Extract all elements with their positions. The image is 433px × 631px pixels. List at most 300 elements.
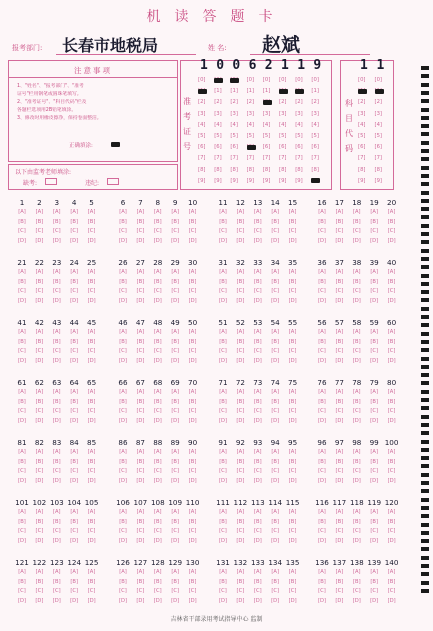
option-bubble[interactable]: [D]: [352, 297, 361, 304]
option-bubble[interactable]: [C]: [387, 408, 396, 414]
option-bubble[interactable]: [D]: [118, 597, 128, 604]
option-bubble[interactable]: [A]: [318, 449, 326, 455]
option-bubble[interactable]: [C]: [52, 528, 61, 534]
option-bubble[interactable]: [D]: [317, 297, 327, 304]
option-bubble[interactable]: [B]: [253, 458, 262, 465]
option-bubble[interactable]: [D]: [335, 357, 344, 364]
option-bubble[interactable]: [A]: [18, 329, 26, 335]
admission-bubble[interactable]: [8]: [295, 166, 303, 173]
option-bubble[interactable]: [C]: [70, 348, 79, 354]
option-bubble[interactable]: [C]: [271, 588, 280, 594]
option-bubble[interactable]: [C]: [370, 468, 379, 474]
option-bubble[interactable]: [C]: [387, 228, 396, 234]
option-bubble[interactable]: [B]: [136, 578, 145, 585]
option-bubble[interactable]: [A]: [52, 209, 61, 215]
option-bubble[interactable]: [D]: [188, 477, 197, 484]
option-bubble[interactable]: [A]: [119, 329, 127, 335]
option-bubble[interactable]: [D]: [253, 297, 262, 304]
option-bubble[interactable]: [B]: [236, 518, 245, 525]
option-bubble[interactable]: [C]: [136, 408, 145, 414]
option-bubble[interactable]: [A]: [236, 209, 245, 215]
option-bubble[interactable]: [C]: [318, 468, 326, 474]
option-bubble[interactable]: [C]: [136, 468, 145, 474]
option-bubble[interactable]: [B]: [188, 518, 197, 525]
option-bubble[interactable]: [A]: [271, 209, 279, 215]
option-bubble[interactable]: [A]: [119, 569, 127, 575]
option-bubble[interactable]: [B]: [271, 458, 279, 465]
option-bubble[interactable]: [C]: [136, 348, 145, 354]
option-bubble[interactable]: [B]: [352, 278, 361, 285]
option-bubble[interactable]: [C]: [52, 228, 61, 234]
option-bubble[interactable]: [D]: [188, 297, 197, 304]
option-bubble[interactable]: [B]: [335, 398, 344, 405]
option-bubble[interactable]: [B]: [335, 278, 344, 285]
option-bubble[interactable]: [A]: [18, 389, 26, 395]
option-bubble[interactable]: [C]: [219, 228, 227, 234]
admission-bubble[interactable]: [4]: [295, 121, 303, 128]
option-bubble[interactable]: [C]: [253, 468, 262, 474]
admission-bubble[interactable]: [9]: [214, 177, 222, 184]
option-bubble[interactable]: [C]: [370, 588, 379, 594]
option-bubble[interactable]: [B]: [18, 218, 26, 225]
option-bubble[interactable]: [A]: [52, 389, 61, 395]
option-bubble[interactable]: [B]: [335, 518, 344, 525]
option-bubble[interactable]: [B]: [87, 398, 96, 405]
option-bubble[interactable]: [C]: [318, 528, 326, 534]
option-bubble[interactable]: [A]: [288, 569, 297, 575]
option-bubble[interactable]: [C]: [335, 288, 344, 294]
option-bubble[interactable]: [A]: [253, 209, 262, 215]
admission-bubble[interactable]: [1]: [311, 88, 319, 95]
option-bubble[interactable]: [D]: [70, 357, 79, 364]
option-bubble[interactable]: [A]: [119, 509, 127, 515]
option-bubble[interactable]: [B]: [335, 578, 344, 585]
option-bubble[interactable]: [C]: [18, 408, 26, 414]
option-bubble[interactable]: [A]: [370, 269, 378, 275]
option-bubble[interactable]: [C]: [52, 348, 61, 354]
option-bubble[interactable]: [A]: [271, 449, 279, 455]
option-bubble[interactable]: [A]: [318, 569, 326, 575]
option-bubble[interactable]: [C]: [35, 288, 44, 294]
option-bubble[interactable]: [A]: [35, 269, 44, 275]
option-bubble[interactable]: [B]: [171, 398, 179, 405]
option-bubble[interactable]: [C]: [136, 288, 145, 294]
option-bubble[interactable]: [C]: [253, 588, 262, 594]
option-bubble[interactable]: [B]: [387, 458, 396, 465]
subject-bubble[interactable]: [3]: [358, 110, 366, 117]
option-bubble[interactable]: [D]: [188, 537, 197, 544]
option-bubble[interactable]: [D]: [218, 357, 228, 364]
option-bubble[interactable]: [C]: [35, 468, 44, 474]
option-bubble[interactable]: [B]: [136, 278, 145, 285]
option-bubble[interactable]: [D]: [335, 477, 344, 484]
option-bubble[interactable]: [A]: [87, 329, 96, 335]
option-bubble[interactable]: [C]: [352, 588, 361, 594]
option-bubble[interactable]: [D]: [17, 597, 27, 604]
option-bubble[interactable]: [A]: [119, 449, 127, 455]
option-bubble[interactable]: [B]: [153, 458, 162, 465]
option-bubble[interactable]: [D]: [370, 537, 379, 544]
option-bubble[interactable]: [A]: [253, 509, 262, 515]
option-bubble[interactable]: [A]: [335, 389, 344, 395]
option-bubble[interactable]: [A]: [271, 509, 279, 515]
admission-bubble[interactable]: [8]: [262, 166, 271, 173]
option-bubble[interactable]: [D]: [271, 297, 280, 304]
option-bubble[interactable]: [D]: [35, 537, 44, 544]
option-bubble[interactable]: [B]: [335, 338, 344, 345]
option-bubble[interactable]: [D]: [70, 477, 79, 484]
option-bubble[interactable]: [A]: [188, 209, 197, 215]
admission-bubble[interactable]: [3]: [295, 110, 303, 117]
option-bubble[interactable]: [B]: [236, 278, 245, 285]
option-bubble[interactable]: [B]: [35, 398, 44, 405]
option-bubble[interactable]: [A]: [387, 569, 396, 575]
admission-bubble[interactable]: [4]: [311, 121, 319, 128]
option-bubble[interactable]: [C]: [52, 408, 61, 414]
option-bubble[interactable]: [D]: [153, 237, 162, 244]
option-bubble[interactable]: [D]: [387, 537, 396, 544]
admission-bubble[interactable]: [9]: [279, 177, 287, 184]
subject-bubble[interactable]: [0]: [374, 77, 383, 83]
option-bubble[interactable]: [D]: [335, 597, 344, 604]
option-bubble[interactable]: [C]: [188, 588, 197, 594]
option-bubble[interactable]: [A]: [18, 209, 26, 215]
option-bubble[interactable]: [C]: [136, 528, 145, 534]
option-bubble[interactable]: [B]: [318, 398, 326, 405]
option-bubble[interactable]: [D]: [370, 237, 379, 244]
option-bubble[interactable]: [A]: [188, 329, 197, 335]
option-bubble[interactable]: [B]: [87, 578, 96, 585]
option-bubble[interactable]: [A]: [136, 269, 145, 275]
option-bubble[interactable]: [D]: [271, 417, 280, 424]
option-bubble[interactable]: [A]: [387, 449, 396, 455]
option-bubble[interactable]: [B]: [219, 398, 227, 405]
option-bubble[interactable]: [B]: [370, 278, 378, 285]
option-bubble[interactable]: [D]: [370, 357, 379, 364]
option-bubble[interactable]: [B]: [18, 518, 26, 525]
admission-bubble[interactable]: [8]: [198, 166, 206, 173]
option-bubble[interactable]: [B]: [52, 398, 61, 405]
option-bubble[interactable]: [A]: [219, 269, 227, 275]
option-bubble[interactable]: [C]: [18, 468, 26, 474]
option-bubble[interactable]: [B]: [52, 518, 61, 525]
option-bubble[interactable]: [C]: [352, 288, 361, 294]
option-bubble[interactable]: [A]: [236, 569, 245, 575]
option-bubble[interactable]: [A]: [236, 509, 245, 515]
option-bubble[interactable]: [C]: [153, 288, 162, 294]
option-bubble[interactable]: [A]: [352, 509, 361, 515]
option-bubble[interactable]: [A]: [136, 509, 145, 515]
option-bubble[interactable]: [D]: [218, 237, 228, 244]
option-bubble[interactable]: [D]: [352, 357, 361, 364]
option-bubble[interactable]: [B]: [370, 398, 378, 405]
admission-bubble[interactable]: [6]: [295, 144, 303, 151]
option-bubble[interactable]: [A]: [153, 269, 162, 275]
option-bubble[interactable]: [C]: [119, 588, 127, 594]
option-bubble[interactable]: [D]: [288, 537, 297, 544]
option-bubble[interactable]: [D]: [35, 477, 44, 484]
option-bubble[interactable]: [A]: [219, 329, 227, 335]
option-bubble[interactable]: [A]: [352, 269, 361, 275]
option-bubble[interactable]: [A]: [136, 389, 145, 395]
option-bubble[interactable]: [B]: [335, 218, 344, 225]
option-bubble[interactable]: [A]: [370, 209, 378, 215]
option-bubble[interactable]: [C]: [288, 588, 297, 594]
subject-bubble[interactable]: [4]: [358, 121, 366, 128]
option-bubble[interactable]: [B]: [70, 398, 78, 405]
admission-bubble[interactable]: [3]: [246, 110, 255, 117]
admission-bubble[interactable]: [4]: [198, 121, 206, 128]
admission-bubble[interactable]: [1]: [230, 88, 238, 95]
option-bubble[interactable]: [A]: [171, 509, 179, 515]
option-bubble[interactable]: [C]: [35, 408, 44, 414]
option-bubble[interactable]: [C]: [288, 348, 297, 354]
option-bubble[interactable]: [C]: [18, 228, 26, 234]
option-bubble[interactable]: [C]: [387, 528, 396, 534]
subject-bubble[interactable]: [9]: [374, 177, 383, 184]
option-bubble[interactable]: [C]: [271, 408, 280, 414]
option-bubble[interactable]: [A]: [387, 329, 396, 335]
option-bubble[interactable]: [B]: [318, 518, 326, 525]
option-bubble[interactable]: [A]: [70, 509, 78, 515]
option-bubble[interactable]: [A]: [253, 329, 262, 335]
option-bubble[interactable]: [A]: [271, 389, 279, 395]
option-bubble[interactable]: [D]: [288, 597, 297, 604]
option-bubble[interactable]: [C]: [219, 468, 227, 474]
admission-bubble[interactable]: [5]: [230, 133, 238, 139]
admission-bubble[interactable]: [7]: [214, 155, 222, 162]
option-bubble[interactable]: [A]: [370, 389, 378, 395]
option-bubble[interactable]: [D]: [35, 417, 44, 424]
option-bubble[interactable]: [D]: [188, 357, 197, 364]
option-bubble[interactable]: [C]: [236, 468, 245, 474]
option-bubble[interactable]: [A]: [171, 209, 179, 215]
option-bubble[interactable]: [C]: [70, 468, 79, 474]
admission-bubble[interactable]: [2]: [230, 99, 238, 106]
option-bubble[interactable]: [C]: [352, 348, 361, 354]
option-bubble[interactable]: [C]: [171, 588, 180, 594]
admission-bubble[interactable]: [5]: [279, 133, 287, 139]
option-bubble[interactable]: [D]: [171, 417, 180, 424]
option-bubble[interactable]: [C]: [52, 288, 61, 294]
option-bubble[interactable]: [D]: [370, 477, 379, 484]
option-bubble[interactable]: [B]: [271, 218, 279, 225]
option-bubble[interactable]: [A]: [70, 269, 78, 275]
option-bubble[interactable]: [C]: [87, 228, 96, 234]
option-bubble[interactable]: [C]: [387, 348, 396, 354]
option-bubble[interactable]: [A]: [35, 509, 44, 515]
option-bubble[interactable]: [D]: [153, 477, 162, 484]
option-bubble[interactable]: [B]: [288, 338, 297, 345]
admission-bubble[interactable]: [4]: [230, 121, 238, 128]
admission-bubble[interactable]: [6]: [230, 144, 238, 151]
option-bubble[interactable]: [D]: [370, 297, 379, 304]
option-bubble[interactable]: [C]: [271, 288, 280, 294]
subject-bubble[interactable]: [2]: [358, 99, 366, 106]
option-bubble[interactable]: [D]: [87, 357, 96, 364]
option-bubble[interactable]: [C]: [70, 288, 79, 294]
option-bubble[interactable]: [B]: [352, 458, 361, 465]
option-bubble[interactable]: [D]: [171, 357, 180, 364]
option-bubble[interactable]: [B]: [188, 578, 197, 585]
option-bubble[interactable]: [A]: [219, 389, 227, 395]
option-bubble[interactable]: [C]: [188, 348, 197, 354]
option-bubble[interactable]: [B]: [335, 458, 344, 465]
admission-bubble[interactable]: [3]: [230, 110, 238, 117]
option-bubble[interactable]: [D]: [236, 477, 245, 484]
option-bubble[interactable]: [A]: [52, 509, 61, 515]
option-bubble[interactable]: [C]: [188, 468, 197, 474]
option-bubble[interactable]: [C]: [288, 288, 297, 294]
option-bubble[interactable]: [D]: [288, 477, 297, 484]
option-bubble[interactable]: [B]: [288, 398, 297, 405]
option-bubble[interactable]: [D]: [171, 597, 180, 604]
option-bubble[interactable]: [B]: [153, 578, 162, 585]
option-bubble[interactable]: [D]: [35, 597, 44, 604]
option-bubble[interactable]: [B]: [253, 278, 262, 285]
admission-bubble[interactable]: [6]: [198, 144, 206, 151]
option-bubble[interactable]: [D]: [352, 537, 361, 544]
option-bubble[interactable]: [D]: [136, 357, 145, 364]
option-bubble[interactable]: [C]: [318, 288, 326, 294]
option-bubble[interactable]: [D]: [253, 597, 262, 604]
option-bubble[interactable]: [D]: [288, 297, 297, 304]
option-bubble[interactable]: [D]: [236, 417, 245, 424]
option-bubble[interactable]: [B]: [219, 278, 227, 285]
option-bubble[interactable]: [D]: [70, 597, 79, 604]
option-bubble[interactable]: [A]: [136, 569, 145, 575]
option-bubble[interactable]: [D]: [335, 537, 344, 544]
option-bubble[interactable]: [D]: [352, 477, 361, 484]
option-bubble[interactable]: [A]: [70, 449, 78, 455]
option-bubble[interactable]: [C]: [153, 468, 162, 474]
subject-bubble[interactable]: [5]: [358, 133, 366, 139]
option-bubble[interactable]: [B]: [236, 218, 245, 225]
option-bubble[interactable]: [D]: [118, 297, 128, 304]
option-bubble[interactable]: [D]: [218, 417, 228, 424]
option-bubble[interactable]: [D]: [335, 237, 344, 244]
option-bubble[interactable]: [B]: [35, 578, 44, 585]
option-bubble[interactable]: [A]: [87, 209, 96, 215]
option-bubble[interactable]: [C]: [87, 348, 96, 354]
option-bubble[interactable]: [C]: [335, 228, 344, 234]
option-bubble[interactable]: [B]: [52, 278, 61, 285]
option-bubble[interactable]: [C]: [119, 228, 127, 234]
option-bubble[interactable]: [A]: [253, 569, 262, 575]
option-bubble[interactable]: [B]: [188, 458, 197, 465]
option-bubble[interactable]: [C]: [271, 468, 280, 474]
option-bubble[interactable]: [C]: [271, 348, 280, 354]
subject-bubble[interactable]: [9]: [358, 177, 366, 184]
option-bubble[interactable]: [A]: [171, 449, 179, 455]
option-bubble[interactable]: [C]: [70, 588, 79, 594]
admission-bubble[interactable]: [3]: [311, 110, 319, 117]
option-bubble[interactable]: [B]: [52, 578, 61, 585]
option-bubble[interactable]: [D]: [218, 537, 228, 544]
option-bubble[interactable]: [C]: [219, 588, 227, 594]
admission-bubble[interactable]: [9]: [198, 177, 206, 184]
subject-bubble[interactable]: [4]: [374, 121, 383, 128]
option-bubble[interactable]: [A]: [119, 389, 127, 395]
option-bubble[interactable]: [A]: [188, 509, 197, 515]
option-bubble[interactable]: [A]: [18, 449, 26, 455]
option-bubble[interactable]: [B]: [352, 218, 361, 225]
admission-bubble[interactable]: [4]: [279, 121, 287, 128]
option-bubble[interactable]: [B]: [87, 458, 96, 465]
option-bubble[interactable]: [D]: [317, 597, 327, 604]
option-bubble[interactable]: [D]: [253, 357, 262, 364]
option-bubble[interactable]: [D]: [236, 237, 245, 244]
dept-value[interactable]: 长春市地税局: [62, 36, 159, 55]
option-bubble[interactable]: [C]: [219, 288, 227, 294]
option-bubble[interactable]: [A]: [253, 449, 262, 455]
option-bubble[interactable]: [B]: [136, 338, 145, 345]
option-bubble[interactable]: [A]: [352, 449, 361, 455]
option-bubble[interactable]: [C]: [18, 288, 26, 294]
option-bubble[interactable]: [D]: [171, 297, 180, 304]
option-bubble[interactable]: [D]: [52, 297, 61, 304]
option-bubble[interactable]: [B]: [370, 578, 378, 585]
admission-bubble[interactable]: [7]: [230, 155, 238, 162]
option-bubble[interactable]: [D]: [171, 237, 180, 244]
option-bubble[interactable]: [D]: [17, 297, 27, 304]
option-bubble[interactable]: [A]: [153, 449, 162, 455]
admission-bubble[interactable]: [5]: [198, 133, 206, 139]
option-bubble[interactable]: [D]: [17, 537, 27, 544]
option-bubble[interactable]: [B]: [318, 578, 326, 585]
option-bubble[interactable]: [C]: [119, 288, 127, 294]
admission-bubble[interactable]: [8]: [214, 166, 222, 173]
admission-bubble[interactable]: [2]: [246, 99, 255, 106]
option-bubble[interactable]: [D]: [17, 357, 27, 364]
admission-bubble[interactable]: [7]: [262, 155, 271, 162]
option-bubble[interactable]: [C]: [18, 528, 26, 534]
option-bubble[interactable]: [A]: [318, 209, 326, 215]
option-bubble[interactable]: [D]: [317, 417, 327, 424]
option-bubble[interactable]: [B]: [387, 398, 396, 405]
option-bubble[interactable]: [B]: [153, 518, 162, 525]
option-bubble[interactable]: [D]: [153, 357, 162, 364]
option-bubble[interactable]: [C]: [253, 288, 262, 294]
option-bubble[interactable]: [C]: [253, 348, 262, 354]
option-bubble[interactable]: [D]: [52, 477, 61, 484]
option-bubble[interactable]: [C]: [335, 408, 344, 414]
option-bubble[interactable]: [D]: [52, 597, 61, 604]
option-bubble[interactable]: [B]: [171, 458, 179, 465]
option-bubble[interactable]: [C]: [236, 408, 245, 414]
discipline-checkbox[interactable]: [107, 178, 119, 185]
option-bubble[interactable]: [A]: [387, 269, 396, 275]
option-bubble[interactable]: [D]: [35, 297, 44, 304]
option-bubble[interactable]: [C]: [136, 588, 145, 594]
option-bubble[interactable]: [C]: [253, 528, 262, 534]
option-bubble[interactable]: [D]: [253, 237, 262, 244]
option-bubble[interactable]: [C]: [188, 288, 197, 294]
option-bubble[interactable]: [D]: [317, 237, 327, 244]
option-bubble[interactable]: [B]: [387, 278, 396, 285]
option-bubble[interactable]: [D]: [253, 537, 262, 544]
option-bubble[interactable]: [D]: [70, 297, 79, 304]
option-bubble[interactable]: [B]: [153, 398, 162, 405]
option-bubble[interactable]: [A]: [288, 269, 297, 275]
option-bubble[interactable]: [C]: [271, 528, 280, 534]
option-bubble[interactable]: [D]: [52, 537, 61, 544]
admission-bubble[interactable]: [2]: [198, 99, 206, 106]
option-bubble[interactable]: [B]: [236, 578, 245, 585]
option-bubble[interactable]: [D]: [87, 417, 96, 424]
option-bubble[interactable]: [B]: [219, 578, 227, 585]
option-bubble[interactable]: [A]: [52, 449, 61, 455]
